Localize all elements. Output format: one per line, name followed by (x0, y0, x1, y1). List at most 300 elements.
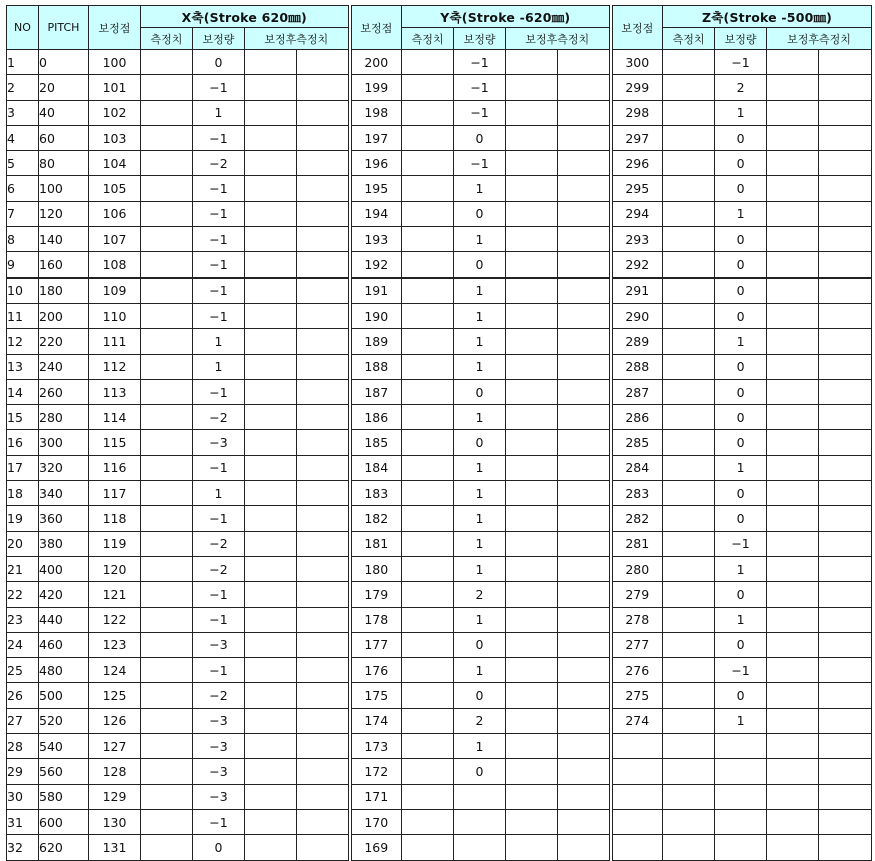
cell-pitch[interactable]: 320 (39, 455, 89, 480)
cell-no[interactable]: 21 (7, 556, 39, 581)
cell-x-post-measured-b[interactable] (297, 75, 350, 100)
cell-pitch[interactable]: 280 (39, 405, 89, 430)
cell-x-point[interactable]: 127 (89, 734, 141, 759)
cell-x-post-measured-b[interactable] (297, 252, 350, 278)
cell-z-post-measured-b[interactable] (819, 75, 872, 100)
cell-z-correction[interactable]: 0 (715, 227, 767, 252)
cell-x-point[interactable]: 126 (89, 708, 141, 733)
cell-y-point[interactable]: 186 (350, 405, 402, 430)
cell-y-post-measured-b[interactable] (558, 835, 611, 860)
cell-y-correction[interactable]: 1 (454, 455, 506, 480)
cell-x-post-measured-b[interactable] (297, 303, 350, 328)
cell-y-post-measured-b[interactable] (558, 759, 611, 784)
cell-pitch[interactable]: 460 (39, 632, 89, 657)
cell-y-measured[interactable] (402, 784, 454, 809)
cell-z-post-measured-a[interactable] (767, 632, 819, 657)
cell-z-post-measured-a[interactable] (767, 252, 819, 278)
cell-z-correction[interactable]: 0 (715, 151, 767, 176)
cell-z-measured[interactable] (663, 75, 715, 100)
cell-z-post-measured-a[interactable] (767, 506, 819, 531)
cell-x-measured[interactable] (141, 683, 193, 708)
cell-z-post-measured-a[interactable] (767, 481, 819, 506)
cell-y-post-measured-a[interactable] (506, 405, 558, 430)
cell-y-measured[interactable] (402, 100, 454, 125)
cell-y-point[interactable]: 192 (350, 252, 402, 278)
cell-y-correction[interactable]: 0 (454, 201, 506, 226)
cell-x-point[interactable]: 102 (89, 100, 141, 125)
cell-z-point[interactable]: 279 (611, 582, 663, 607)
cell-x-correction[interactable]: −1 (193, 379, 245, 404)
cell-x-measured[interactable] (141, 455, 193, 480)
cell-no[interactable]: 19 (7, 506, 39, 531)
cell-y-correction[interactable]: 2 (454, 708, 506, 733)
cell-x-post-measured-a[interactable] (245, 329, 297, 354)
cell-x-measured[interactable] (141, 784, 193, 809)
cell-x-post-measured-b[interactable] (297, 176, 350, 201)
cell-x-post-measured-b[interactable] (297, 125, 350, 150)
cell-z-measured[interactable] (663, 455, 715, 480)
cell-y-correction[interactable]: 0 (454, 125, 506, 150)
cell-pitch[interactable]: 520 (39, 708, 89, 733)
cell-y-correction[interactable]: 1 (454, 354, 506, 379)
cell-y-point[interactable]: 178 (350, 607, 402, 632)
cell-x-point[interactable]: 110 (89, 303, 141, 328)
cell-x-measured[interactable] (141, 632, 193, 657)
cell-x-measured[interactable] (141, 405, 193, 430)
cell-z-correction[interactable] (715, 734, 767, 759)
cell-pitch[interactable]: 440 (39, 607, 89, 632)
cell-y-correction[interactable]: 0 (454, 252, 506, 278)
cell-pitch[interactable]: 220 (39, 329, 89, 354)
cell-y-point[interactable]: 187 (350, 379, 402, 404)
cell-x-post-measured-a[interactable] (245, 784, 297, 809)
cell-x-post-measured-b[interactable] (297, 100, 350, 125)
cell-pitch[interactable]: 20 (39, 75, 89, 100)
cell-y-post-measured-a[interactable] (506, 100, 558, 125)
cell-y-measured[interactable] (402, 227, 454, 252)
cell-z-point[interactable]: 288 (611, 354, 663, 379)
cell-x-post-measured-a[interactable] (245, 607, 297, 632)
cell-pitch[interactable]: 240 (39, 354, 89, 379)
cell-z-post-measured-b[interactable] (819, 329, 872, 354)
cell-y-point[interactable]: 175 (350, 683, 402, 708)
cell-pitch[interactable]: 560 (39, 759, 89, 784)
cell-x-post-measured-b[interactable] (297, 455, 350, 480)
cell-y-post-measured-a[interactable] (506, 784, 558, 809)
cell-z-point[interactable]: 292 (611, 252, 663, 278)
cell-x-correction[interactable]: −3 (193, 708, 245, 733)
cell-y-measured[interactable] (402, 506, 454, 531)
cell-x-point[interactable]: 128 (89, 759, 141, 784)
cell-z-point[interactable]: 287 (611, 379, 663, 404)
cell-z-post-measured-a[interactable] (767, 405, 819, 430)
cell-z-point[interactable]: 298 (611, 100, 663, 125)
cell-x-point[interactable]: 131 (89, 835, 141, 860)
cell-z-post-measured-b[interactable] (819, 759, 872, 784)
cell-z-correction[interactable]: 0 (715, 354, 767, 379)
cell-x-post-measured-a[interactable] (245, 658, 297, 683)
cell-z-correction[interactable]: 0 (715, 379, 767, 404)
cell-z-post-measured-a[interactable] (767, 303, 819, 328)
cell-pitch[interactable]: 380 (39, 531, 89, 556)
cell-y-post-measured-b[interactable] (558, 582, 611, 607)
cell-x-point[interactable]: 118 (89, 506, 141, 531)
cell-no[interactable]: 31 (7, 809, 39, 834)
cell-no[interactable]: 18 (7, 481, 39, 506)
cell-z-point[interactable]: 274 (611, 708, 663, 733)
cell-y-measured[interactable] (402, 405, 454, 430)
cell-y-correction[interactable]: 1 (454, 531, 506, 556)
cell-z-measured[interactable] (663, 556, 715, 581)
cell-y-point[interactable]: 194 (350, 201, 402, 226)
cell-x-point[interactable]: 117 (89, 481, 141, 506)
cell-z-post-measured-b[interactable] (819, 708, 872, 733)
cell-no[interactable]: 11 (7, 303, 39, 328)
cell-y-post-measured-b[interactable] (558, 658, 611, 683)
cell-z-post-measured-a[interactable] (767, 556, 819, 581)
cell-x-post-measured-a[interactable] (245, 354, 297, 379)
cell-x-measured[interactable] (141, 835, 193, 860)
cell-y-point[interactable]: 199 (350, 75, 402, 100)
cell-y-measured[interactable] (402, 734, 454, 759)
cell-y-post-measured-b[interactable] (558, 632, 611, 657)
cell-no[interactable]: 23 (7, 607, 39, 632)
cell-y-post-measured-a[interactable] (506, 430, 558, 455)
cell-y-post-measured-b[interactable] (558, 506, 611, 531)
cell-x-post-measured-a[interactable] (245, 708, 297, 733)
cell-x-post-measured-b[interactable] (297, 531, 350, 556)
cell-no[interactable]: 6 (7, 176, 39, 201)
cell-y-measured[interactable] (402, 835, 454, 860)
cell-x-correction[interactable]: −1 (193, 252, 245, 278)
cell-z-post-measured-b[interactable] (819, 506, 872, 531)
cell-x-correction[interactable]: −1 (193, 303, 245, 328)
cell-x-post-measured-a[interactable] (245, 405, 297, 430)
cell-pitch[interactable]: 580 (39, 784, 89, 809)
cell-z-correction[interactable]: 1 (715, 329, 767, 354)
cell-y-point[interactable]: 191 (350, 278, 402, 304)
cell-y-point[interactable]: 177 (350, 632, 402, 657)
cell-x-measured[interactable] (141, 354, 193, 379)
cell-pitch[interactable]: 160 (39, 252, 89, 278)
cell-z-correction[interactable] (715, 809, 767, 834)
cell-pitch[interactable]: 300 (39, 430, 89, 455)
cell-z-correction[interactable]: 0 (715, 506, 767, 531)
cell-y-post-measured-b[interactable] (558, 176, 611, 201)
cell-x-measured[interactable] (141, 379, 193, 404)
cell-no[interactable]: 32 (7, 835, 39, 860)
cell-pitch[interactable]: 480 (39, 658, 89, 683)
cell-z-post-measured-a[interactable] (767, 607, 819, 632)
cell-z-correction[interactable]: 0 (715, 125, 767, 150)
cell-y-measured[interactable] (402, 278, 454, 304)
cell-pitch[interactable]: 120 (39, 201, 89, 226)
cell-y-measured[interactable] (402, 658, 454, 683)
cell-y-post-measured-a[interactable] (506, 75, 558, 100)
cell-z-point[interactable] (611, 734, 663, 759)
cell-y-correction[interactable] (454, 784, 506, 809)
cell-y-correction[interactable]: 0 (454, 379, 506, 404)
cell-x-post-measured-a[interactable] (245, 430, 297, 455)
cell-z-post-measured-b[interactable] (819, 278, 872, 304)
cell-x-point[interactable]: 111 (89, 329, 141, 354)
cell-y-measured[interactable] (402, 481, 454, 506)
cell-no[interactable]: 29 (7, 759, 39, 784)
cell-x-correction[interactable]: 1 (193, 100, 245, 125)
cell-no[interactable]: 27 (7, 708, 39, 733)
cell-no[interactable]: 14 (7, 379, 39, 404)
cell-x-measured[interactable] (141, 708, 193, 733)
cell-no[interactable]: 17 (7, 455, 39, 480)
cell-x-post-measured-a[interactable] (245, 303, 297, 328)
cell-x-correction[interactable]: −2 (193, 151, 245, 176)
cell-x-correction[interactable]: −2 (193, 405, 245, 430)
cell-z-measured[interactable] (663, 607, 715, 632)
cell-y-post-measured-a[interactable] (506, 481, 558, 506)
cell-y-post-measured-a[interactable] (506, 734, 558, 759)
cell-x-post-measured-a[interactable] (245, 809, 297, 834)
cell-y-correction[interactable]: 1 (454, 405, 506, 430)
cell-z-post-measured-b[interactable] (819, 556, 872, 581)
cell-x-measured[interactable] (141, 252, 193, 278)
cell-z-post-measured-b[interactable] (819, 354, 872, 379)
cell-x-correction[interactable]: −2 (193, 531, 245, 556)
cell-y-post-measured-a[interactable] (506, 303, 558, 328)
cell-x-point[interactable]: 105 (89, 176, 141, 201)
cell-y-correction[interactable]: 0 (454, 759, 506, 784)
cell-z-measured[interactable] (663, 658, 715, 683)
cell-y-post-measured-b[interactable] (558, 252, 611, 278)
cell-z-correction[interactable]: 0 (715, 430, 767, 455)
cell-x-post-measured-b[interactable] (297, 151, 350, 176)
cell-x-post-measured-a[interactable] (245, 632, 297, 657)
cell-y-point[interactable]: 193 (350, 227, 402, 252)
cell-x-correction[interactable]: −1 (193, 278, 245, 304)
cell-z-point[interactable]: 282 (611, 506, 663, 531)
cell-y-post-measured-a[interactable] (506, 658, 558, 683)
cell-z-post-measured-a[interactable] (767, 809, 819, 834)
cell-no[interactable]: 7 (7, 201, 39, 226)
cell-y-point[interactable]: 179 (350, 582, 402, 607)
cell-z-point[interactable]: 289 (611, 329, 663, 354)
cell-z-point[interactable]: 286 (611, 405, 663, 430)
cell-no[interactable]: 8 (7, 227, 39, 252)
cell-z-post-measured-b[interactable] (819, 100, 872, 125)
cell-x-post-measured-b[interactable] (297, 201, 350, 226)
cell-y-measured[interactable] (402, 176, 454, 201)
cell-y-point[interactable]: 188 (350, 354, 402, 379)
cell-x-post-measured-b[interactable] (297, 658, 350, 683)
cell-y-measured[interactable] (402, 455, 454, 480)
cell-y-post-measured-a[interactable] (506, 455, 558, 480)
cell-x-point[interactable]: 122 (89, 607, 141, 632)
cell-z-post-measured-b[interactable] (819, 303, 872, 328)
cell-z-measured[interactable] (663, 176, 715, 201)
cell-pitch[interactable]: 420 (39, 582, 89, 607)
cell-x-post-measured-a[interactable] (245, 151, 297, 176)
cell-z-point[interactable]: 281 (611, 531, 663, 556)
cell-x-correction[interactable]: −3 (193, 430, 245, 455)
cell-y-post-measured-b[interactable] (558, 784, 611, 809)
cell-x-point[interactable]: 106 (89, 201, 141, 226)
cell-x-point[interactable]: 119 (89, 531, 141, 556)
cell-y-correction[interactable]: 1 (454, 278, 506, 304)
cell-z-measured[interactable] (663, 50, 715, 75)
cell-z-measured[interactable] (663, 278, 715, 304)
cell-x-post-measured-b[interactable] (297, 582, 350, 607)
cell-x-post-measured-b[interactable] (297, 227, 350, 252)
cell-y-post-measured-a[interactable] (506, 354, 558, 379)
cell-x-measured[interactable] (141, 176, 193, 201)
cell-x-post-measured-b[interactable] (297, 405, 350, 430)
cell-y-correction[interactable]: −1 (454, 100, 506, 125)
cell-x-correction[interactable]: −2 (193, 683, 245, 708)
cell-y-post-measured-b[interactable] (558, 683, 611, 708)
cell-x-measured[interactable] (141, 227, 193, 252)
cell-z-post-measured-b[interactable] (819, 125, 872, 150)
cell-z-post-measured-a[interactable] (767, 227, 819, 252)
cell-z-post-measured-a[interactable] (767, 683, 819, 708)
cell-z-post-measured-b[interactable] (819, 50, 872, 75)
cell-z-post-measured-a[interactable] (767, 455, 819, 480)
cell-z-post-measured-b[interactable] (819, 809, 872, 834)
cell-x-post-measured-a[interactable] (245, 379, 297, 404)
cell-x-measured[interactable] (141, 481, 193, 506)
cell-y-point[interactable]: 173 (350, 734, 402, 759)
cell-z-measured[interactable] (663, 632, 715, 657)
cell-z-post-measured-b[interactable] (819, 658, 872, 683)
cell-x-post-measured-a[interactable] (245, 531, 297, 556)
cell-x-post-measured-a[interactable] (245, 252, 297, 278)
cell-no[interactable]: 12 (7, 329, 39, 354)
cell-y-correction[interactable]: −1 (454, 50, 506, 75)
cell-x-point[interactable]: 130 (89, 809, 141, 834)
cell-y-measured[interactable] (402, 252, 454, 278)
cell-y-correction[interactable] (454, 835, 506, 860)
cell-x-post-measured-a[interactable] (245, 556, 297, 581)
cell-z-correction[interactable]: −1 (715, 658, 767, 683)
cell-y-point[interactable]: 196 (350, 151, 402, 176)
cell-x-point[interactable]: 109 (89, 278, 141, 304)
cell-z-post-measured-b[interactable] (819, 481, 872, 506)
cell-z-point[interactable]: 280 (611, 556, 663, 581)
cell-x-post-measured-b[interactable] (297, 734, 350, 759)
cell-pitch[interactable]: 500 (39, 683, 89, 708)
cell-no[interactable]: 1 (7, 50, 39, 75)
cell-y-correction[interactable]: 1 (454, 329, 506, 354)
cell-x-post-measured-b[interactable] (297, 329, 350, 354)
cell-y-post-measured-a[interactable] (506, 329, 558, 354)
cell-z-measured[interactable] (663, 784, 715, 809)
cell-x-measured[interactable] (141, 201, 193, 226)
cell-z-measured[interactable] (663, 151, 715, 176)
cell-z-post-measured-b[interactable] (819, 430, 872, 455)
cell-y-post-measured-b[interactable] (558, 201, 611, 226)
cell-x-post-measured-a[interactable] (245, 125, 297, 150)
cell-z-correction[interactable]: −1 (715, 531, 767, 556)
cell-x-post-measured-b[interactable] (297, 481, 350, 506)
cell-x-correction[interactable]: −2 (193, 556, 245, 581)
cell-no[interactable]: 15 (7, 405, 39, 430)
cell-no[interactable]: 24 (7, 632, 39, 657)
cell-no[interactable]: 30 (7, 784, 39, 809)
cell-z-measured[interactable] (663, 582, 715, 607)
cell-x-point[interactable]: 123 (89, 632, 141, 657)
cell-y-correction[interactable]: 1 (454, 227, 506, 252)
cell-y-correction[interactable] (454, 809, 506, 834)
cell-no[interactable]: 5 (7, 151, 39, 176)
cell-x-measured[interactable] (141, 809, 193, 834)
cell-z-post-measured-a[interactable] (767, 658, 819, 683)
cell-z-post-measured-b[interactable] (819, 151, 872, 176)
cell-x-correction[interactable]: −1 (193, 607, 245, 632)
cell-x-correction[interactable]: 1 (193, 354, 245, 379)
cell-x-post-measured-a[interactable] (245, 100, 297, 125)
cell-x-measured[interactable] (141, 759, 193, 784)
cell-x-correction[interactable]: −1 (193, 176, 245, 201)
cell-z-correction[interactable]: 1 (715, 201, 767, 226)
cell-z-post-measured-a[interactable] (767, 759, 819, 784)
cell-z-point[interactable]: 293 (611, 227, 663, 252)
cell-x-post-measured-a[interactable] (245, 734, 297, 759)
cell-z-point[interactable]: 276 (611, 658, 663, 683)
cell-z-post-measured-b[interactable] (819, 784, 872, 809)
cell-y-post-measured-b[interactable] (558, 151, 611, 176)
cell-y-measured[interactable] (402, 125, 454, 150)
cell-z-point[interactable]: 284 (611, 455, 663, 480)
cell-z-correction[interactable]: 1 (715, 708, 767, 733)
cell-x-post-measured-b[interactable] (297, 632, 350, 657)
cell-y-post-measured-a[interactable] (506, 607, 558, 632)
cell-y-measured[interactable] (402, 632, 454, 657)
cell-z-point[interactable]: 277 (611, 632, 663, 657)
cell-z-correction[interactable]: 0 (715, 278, 767, 304)
cell-y-post-measured-b[interactable] (558, 278, 611, 304)
cell-y-post-measured-a[interactable] (506, 252, 558, 278)
cell-x-measured[interactable] (141, 50, 193, 75)
cell-z-point[interactable] (611, 784, 663, 809)
cell-z-post-measured-a[interactable] (767, 176, 819, 201)
cell-z-post-measured-b[interactable] (819, 607, 872, 632)
cell-pitch[interactable]: 400 (39, 556, 89, 581)
cell-z-measured[interactable] (663, 379, 715, 404)
cell-y-measured[interactable] (402, 582, 454, 607)
cell-y-point[interactable]: 198 (350, 100, 402, 125)
cell-x-post-measured-b[interactable] (297, 354, 350, 379)
cell-z-correction[interactable]: 0 (715, 252, 767, 278)
cell-z-post-measured-a[interactable] (767, 354, 819, 379)
cell-pitch[interactable]: 540 (39, 734, 89, 759)
cell-y-measured[interactable] (402, 759, 454, 784)
cell-x-correction[interactable]: −1 (193, 582, 245, 607)
cell-x-post-measured-a[interactable] (245, 201, 297, 226)
cell-x-post-measured-a[interactable] (245, 176, 297, 201)
cell-z-post-measured-a[interactable] (767, 734, 819, 759)
cell-z-measured[interactable] (663, 125, 715, 150)
cell-y-post-measured-b[interactable] (558, 303, 611, 328)
cell-z-point[interactable]: 275 (611, 683, 663, 708)
cell-x-post-measured-b[interactable] (297, 430, 350, 455)
cell-y-correction[interactable]: 1 (454, 556, 506, 581)
cell-pitch[interactable]: 600 (39, 809, 89, 834)
cell-z-correction[interactable]: 0 (715, 405, 767, 430)
cell-y-post-measured-a[interactable] (506, 50, 558, 75)
cell-x-post-measured-b[interactable] (297, 708, 350, 733)
cell-z-measured[interactable] (663, 809, 715, 834)
cell-z-correction[interactable]: 1 (715, 556, 767, 581)
cell-z-correction[interactable] (715, 835, 767, 860)
cell-y-post-measured-b[interactable] (558, 379, 611, 404)
